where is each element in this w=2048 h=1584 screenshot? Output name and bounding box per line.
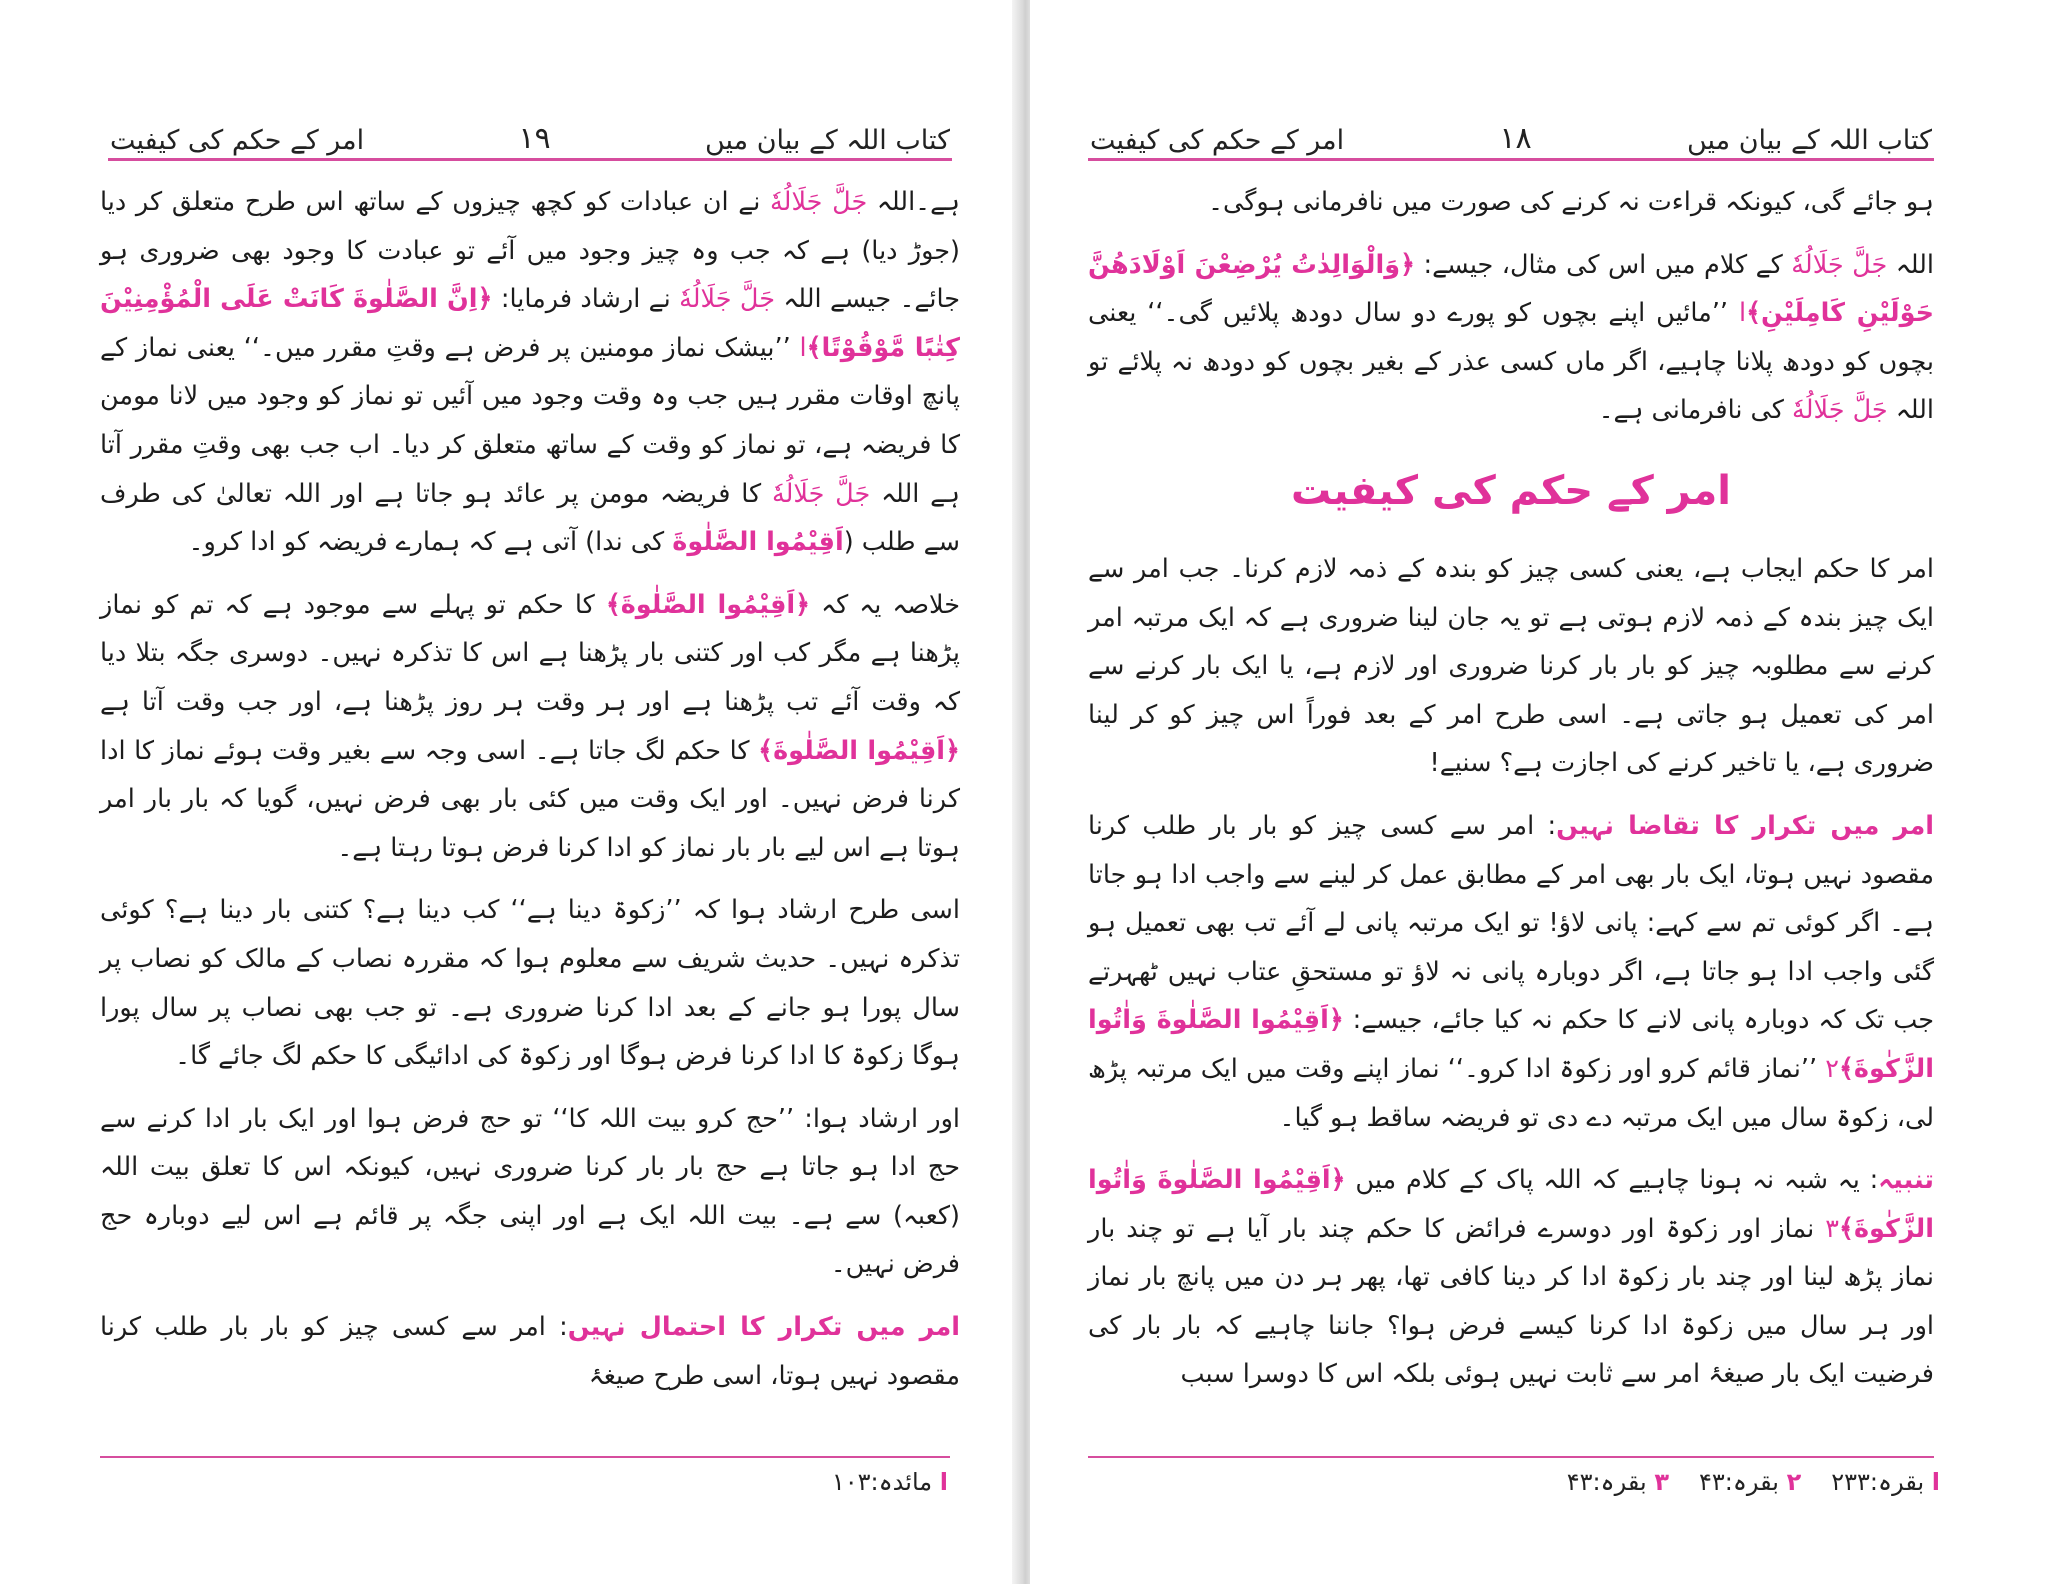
footnote [1831,1468,1940,1496]
text-run: اور ارشاد ہوا: ’’حج کرو بیت اللہ کا‘‘ تو حج فرض ہوا اور ایک بار ادا کرنے سے حج ادا ہو جاتا ہے حج بار بار کرنا ضروری نہیں، کیونکہ اس کا تعلق بیت اللہ (کعبہ) سے ہے۔ بیت اللہ ایک ہے اور اپنی جگہ پر قائم ہے اس لیے دوبارہ حج فرض نہیں۔ [100,1103,960,1280]
header-chapter-title: امر کے حکم کی کیفیت [1090,125,1345,156]
highlighted-run: ﴿اَقِيْمُوا الصَّلٰوةَ وَاٰتُوا الزَّكٰوةَ﴾ [1088,1165,1934,1244]
paragraph [100,886,960,1080]
footnote [832,1468,948,1496]
page-body [100,178,960,1414]
highlighted-run: ﴿اَقِيْمُوا الصَّلٰوةَ وَاٰتُوا الزَّكٰوةَ﴾ [1088,1005,1934,1084]
footnote-reference: بقرہ:۴۳ [1698,1468,1787,1496]
header-book-title: کتاب اللہ کے بیان میں [1686,125,1932,156]
text-run: امر کا حکم ایجاب ہے، یعنی کسی چیز کو بندہ کے ذمہ لازم کرنا۔ جب امر سے ایک چیز بندہ کے ذمہ لازم ہوتی ہے تو یہ جان لینا ضروری ہے کہ ایک مرتبہ امر کرنے سے مطلوبہ چیز کو بار بار کرنا ضروری اور لازم ہے، یا ایک بار کرنے سے امر کی تعمیل ہو جاتی ہے۔ اسی طرح امر کے بعد فوراً اس چیز کو کر لینا ضروری ہے، یا تاخیر کرنے کی اجازت ہے؟ سنیے! [1088,553,1935,779]
highlighted-run: ا [1728,298,1747,329]
footnote-marker: ۳ [1654,1468,1669,1496]
text-run: نے ارشاد فرمایا: [492,284,680,315]
footnote-rule [1088,1456,1934,1458]
text-run: کا حکم لگ جاتا ہے۔ اسی وجہ سے بغیر وقت ہوئے نماز کا ادا کرنا فرض نہیں۔ اور ایک وقت میں کئی بار بھی فرض نہیں، گویا کہ بار بار امر ہوتا ہے اس لیے بار بار نماز کو ادا کرنا فرض ہوتا رہتا ہے۔ [100,735,960,863]
running-header [110,112,950,156]
footnotes [832,1468,948,1496]
text-run: کی ندا) آتی ہے کہ ہمارے فریضہ کو ادا کرو۔ [188,527,673,558]
footnote-marker: ۲ [1786,1468,1802,1496]
highlighted-run: جَلَّ جَلَالُهٗ [679,284,775,315]
highlighted-run: ا [790,332,807,363]
text-run: کا حکم تو پہلے سے موجود ہے کہ تم کو نماز پڑھنا ہے مگر کب اور کتنی بار پڑھنا ہے اس کا تذکرہ نہیں۔ دوسری جگہ بتلا دیا کہ وقت آئے تب پڑھنا ہے اور ہر وقت ہر روز پڑھنا ہے، اور جب وقت آتا ہے [100,589,960,717]
page-number: ۱۹ [518,121,551,156]
header-rule [1088,158,1934,161]
highlighted-run: ۲ [1817,1053,1839,1084]
running-header [1090,112,1932,156]
text-run: ’’بیشک نماز مومنین پر فرض ہے وقتِ مقرر میں۔‘‘ یعنی نماز کے پانچ اوقات مقرر ہیں جب وہ وقت وجود میں آئیں تو نماز کو وجود میں لانا مومن کا فریضہ ہے، تو نماز کو وقت کے ساتھ متعلق کر دیا۔ اب جب بھی وقتِ مقرر آتا ہے اللہ [100,332,960,509]
highlighted-run: ﴿اَقِيْمُوا الصَّلٰوةَ﴾ [605,589,811,620]
highlighted-run: جَلَّ جَلَالُهٗ [770,187,868,217]
page-number: ۱۸ [1499,121,1532,156]
paragraph [1088,1156,1934,1399]
paragraph [100,1303,960,1400]
paragraph [1088,178,1934,227]
paragraph [100,581,960,873]
highlighted-run: اَقِيْمُوا الصَّلٰوةَ [672,527,844,558]
highlighted-run: ﴿وَالْوَالِدٰتُ يُرْضِعْنَ اَوْلَادَهُنَّ حَوْلَيْنِ كَامِلَيْنِ﴾ [1088,249,1934,329]
footnote-marker: ا [939,1468,948,1496]
text-run: ہو جائے گی، کیونکہ قراءت نہ کرنے کی صورت میں نافرمانی ہوگی۔ [1208,187,1934,217]
text-run: کی نافرمانی ہے۔ [1598,395,1793,426]
text-run: اسی طرح ارشاد ہوا کہ ’’زکوۃ دینا ہے‘‘ کب دینا ہے؟ کتنی بار دینا ہے؟ کوئی تذکرہ نہیں۔ حدیث شریف سے معلوم ہوا کہ مقررہ نصاب کے مالک کو نصاب پر سال پورا ہو جانے کے بعد ادا کرنا ضروری ہے۔ تو جب بھی نصاب پر سال پورا ہوگا زکوۃ کا ادا کرنا فرض ہوگا اور زکوۃ کی ادائیگی کا حکم لگ جائے گا۔ [100,895,960,1072]
text-run: ’’نماز قائم کرو اور زکوۃ ادا کرو۔‘‘ نماز اپنے وقت میں ایک مرتبہ پڑھ لی، زکوۃ سال میں ایک مرتبہ دے دی تو فریضہ ساقط ہو گیا۔ [1088,1053,1934,1133]
footnote [1567,1468,1669,1496]
highlighted-run: امر میں تکرار کا احتمال نہیں [567,1312,960,1343]
footnote-reference: بقرہ:۴۳ [1566,1468,1655,1496]
header-book-title: کتاب اللہ کے بیان میں [704,125,950,156]
footnote-reference: مائدہ:۱۰۳ [831,1468,940,1496]
footnote-rule [100,1456,950,1458]
paragraph [100,178,960,567]
highlighted-run: ۳ [1814,1213,1839,1244]
text-run: نماز اور زکوۃ اور دوسرے فرائض کا حکم چند بار آیا ہے تو چند بار نماز پڑھ لینا اور چند بار زکوۃ ادا کر دینا کافی تھا، پھر ہر دن میں پانچ بار نماز اور ہر سال میں زکوۃ ادا کرنا کیسے فرض ہوا؟ جاننا چاہیے کہ بار بار کی فرضیت ایک بار صیغۂ امر سے ثابت نہیں ہوئی بلکہ اس کا دوسرا سبب [1088,1213,1934,1390]
section-title: امر کے حکم کی کیفیت [1291,467,1731,514]
highlighted-run: ﴿اِنَّ الصَّلٰوةَ كَانَتْ عَلَى الْمُؤْمِنِيْنَ كِتٰبًا مَّوْقُوْتًا﴾ [100,284,960,363]
text-run: : امر سے کسی چیز کو بار بار طلب کرنا مقصود نہیں ہوتا، ایک بار بھی امر کے مطابق عمل کر لینے سے واجب ادا ہو جاتا ہے۔ اگر کوئی تم سے کہے: پانی لاؤ! تو ایک مرتبہ پانی لے آئے تب بھی تعمیل ہو گئی واجب ادا ہو جاتا ہے، اگر دوبارہ پانی نہ لاؤ تو مستحقِ عتاب نہیں ٹھہرتے جب تک کہ دوبارہ پانی لانے کا حکم نہ کیا جائے، جیسے: [1088,810,1934,1036]
footnote-reference: بقرہ:۲۳۳ [1831,1468,1932,1496]
text-run: ہے۔اللہ [867,187,960,217]
paragraph [1088,802,1934,1142]
text-run: نے ان عبادات کو کچھ چیزوں کے ساتھ اس طرح متعلق کر دیا (جوڑ دیا) ہے کہ جب وہ چیز وجود میں آئے تو عبادت کا وجود بھی ضروری ہو جائے۔ جیسے اللہ [100,187,961,315]
header-chapter-title: امر کے حکم کی کیفیت [110,125,365,156]
header-rule [108,158,952,161]
highlighted-run: جَلَّ جَلَالُهٗ [1791,249,1888,280]
paragraph [100,1095,960,1289]
text-run: : یہ شبہ نہ ہونا چاہیے کہ اللہ پاک کے کلام میں [1345,1165,1879,1196]
highlighted-run: امر میں تکرار کا تقاضا نہیں [1556,810,1934,841]
right-page [1030,0,2048,1584]
highlighted-run: ﴿اَقِيْمُوا الصَّلٰوةَ﴾ [758,735,960,766]
paragraph [1088,241,1934,435]
page-body [1088,178,1934,1413]
text-run: اللہ [1887,249,1935,280]
footnote-marker: ا [1931,1468,1940,1496]
left-page [0,0,1018,1584]
highlighted-run: تنبیہ [1878,1165,1934,1196]
text-run: کے کلام میں اس کی مثال، جیسے: [1415,249,1792,280]
paragraph [1088,545,1934,788]
footnote [1699,1468,1801,1496]
text-run: : امر سے کسی چیز کو بار بار طلب کرنا مقصود نہیں ہوتا، اسی طرح صیغۂ [100,1312,960,1391]
text-run: کا فریضہ مومن پر عائد ہو جاتا ہے اور اللہ تعالیٰ کی طرف سے طلب ( [100,478,960,558]
footnotes [1567,1468,1940,1496]
highlighted-run: جَلَّ جَلَالُهٗ [771,478,871,509]
text-run: ’’مائیں اپنے بچوں کو پورے دو سال دودھ پلائیں گی۔‘‘ یعنی بچوں کو دودھ پلانا چاہیے، اگر ماں کسی عذر کے بغیر بچوں کو دودھ نہ پلائے تو اللہ [1088,298,1934,426]
highlighted-run: جَلَّ جَلَالُهٗ [1792,395,1888,426]
text-run: خلاصہ یہ کہ [810,589,960,620]
